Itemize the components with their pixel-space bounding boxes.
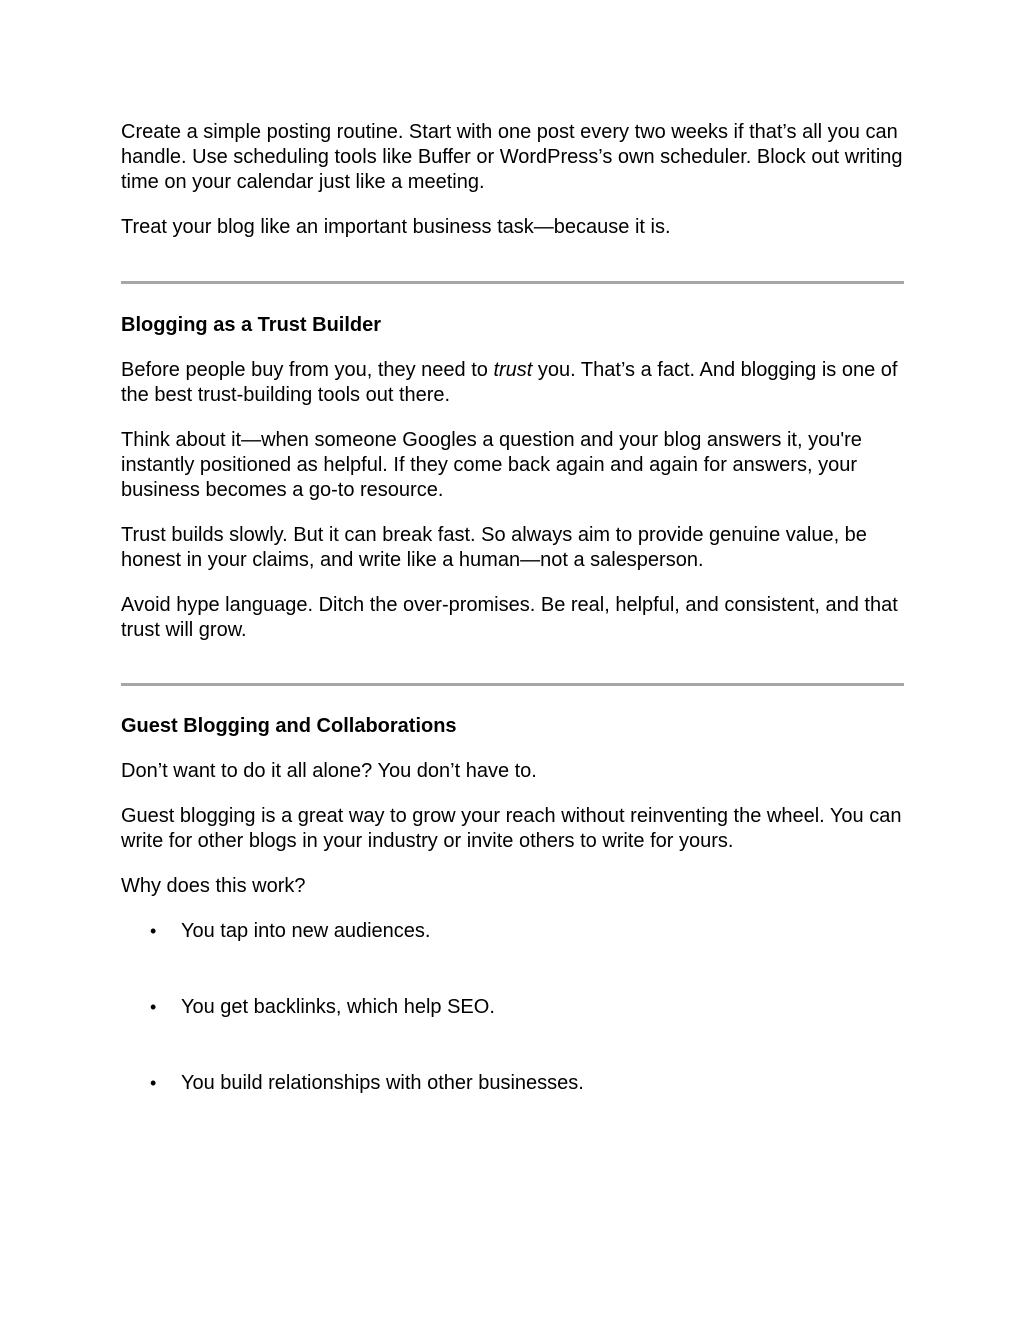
list-item bbox=[121, 995, 904, 1020]
section-divider-2 bbox=[121, 683, 904, 686]
guest-paragraph-1: Don’t want to do it all alone? You don’t have to. bbox=[121, 760, 537, 782]
list-item-text: You build relationships with other businesses. bbox=[181, 1072, 584, 1094]
bullet-icon: • bbox=[150, 1073, 157, 1093]
list-item bbox=[121, 919, 904, 944]
list-item bbox=[121, 1071, 904, 1096]
trust-paragraph-1 bbox=[121, 358, 904, 408]
trust-paragraph-2: Think about it—when someone Googles a question and your blog answers it, you're instantly positioned as helpful. If they come back again and again for answers, your business becomes a go-to resource. bbox=[121, 429, 862, 501]
trust-paragraph-4: Avoid hype language. Ditch the over-promises. Be real, helpful, and consistent, and that trust will grow. bbox=[121, 594, 898, 641]
trust-paragraph-1-start: Before people buy from you, they need to bbox=[121, 359, 494, 381]
benefits-list bbox=[121, 919, 904, 1096]
intro-paragraph-1: Create a simple posting routine. Start with one post every two weeks if that’s all you can handle. Use scheduling tools like Buffer or WordPress’s own scheduler. Block out writing time on your calendar just like a meeting. bbox=[121, 121, 903, 193]
trust-section-heading: Blogging as a Trust Builder bbox=[121, 314, 382, 336]
bullet-icon: • bbox=[150, 997, 157, 1017]
guest-section-heading: Guest Blogging and Collaborations bbox=[121, 715, 457, 737]
guest-paragraph-3: Why does this work? bbox=[121, 875, 306, 897]
guest-paragraph-2: Guest blogging is a great way to grow your reach without reinventing the wheel. You can write for other blogs in your industry or invite others to write for yours. bbox=[121, 805, 902, 852]
trust-paragraph-3: Trust builds slowly. But it can break fast. So always aim to provide genuine value, be honest in your claims, and write like a human—not a salesperson. bbox=[121, 524, 867, 571]
section-divider-1 bbox=[121, 281, 904, 284]
list-item-text: You tap into new audiences. bbox=[181, 920, 431, 942]
list-item-text: You get backlinks, which help SEO. bbox=[181, 996, 495, 1018]
intro-paragraph-2: Treat your blog like an important business task—because it is. bbox=[121, 216, 671, 238]
trust-paragraph-1-end: you. That’s a fact. And blogging is one of the best trust-building tools out there. bbox=[121, 359, 898, 406]
bullet-icon: • bbox=[150, 921, 157, 941]
trust-emphasis: trust bbox=[493, 359, 533, 381]
